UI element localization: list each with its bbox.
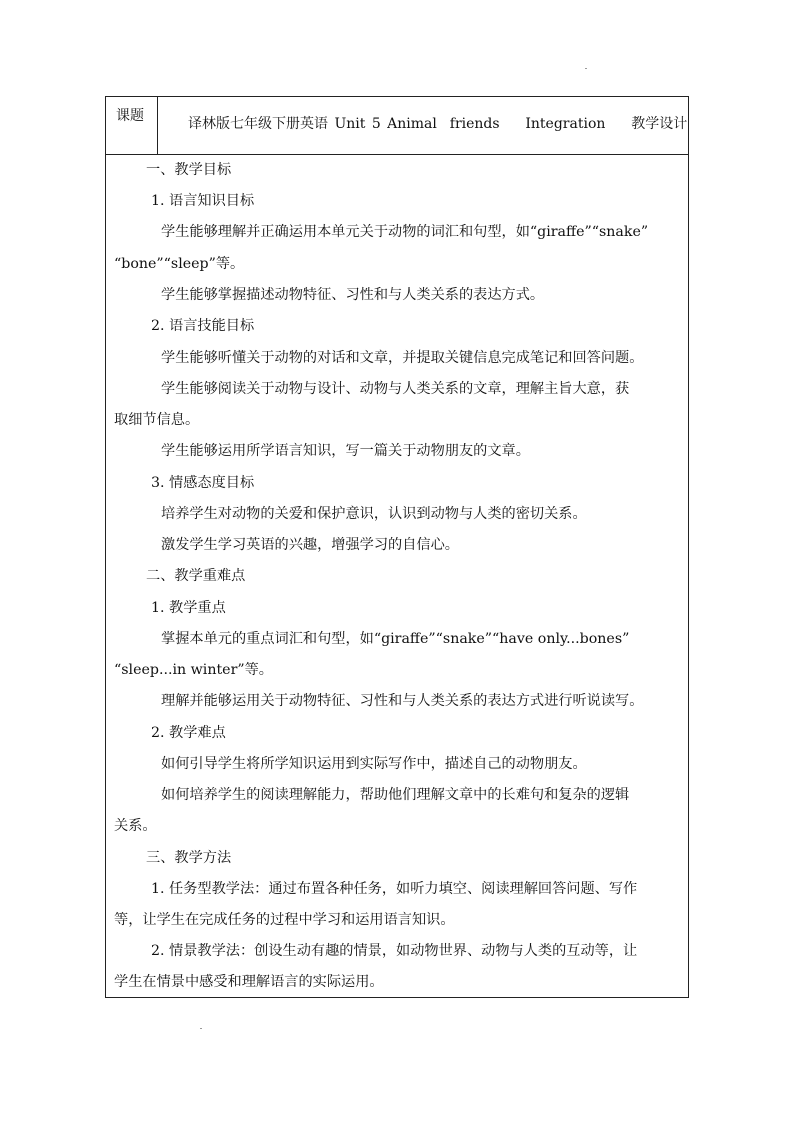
subsection-heading: 1. 语言知识目标	[151, 193, 255, 209]
paragraph-line: 取细节信息。	[114, 412, 200, 428]
subsection-heading: 2. 语言技能目标	[151, 318, 255, 334]
topic-label-cell	[106, 97, 158, 154]
corner-mark	[585, 68, 587, 69]
subsection-heading: 3. 情感态度目标	[151, 475, 255, 491]
paragraph-line: 理解并能够运用关于动物特征、习性和与人类关系的表达方式进行听说读写。	[161, 693, 644, 709]
section-heading: 二、教学重难点	[146, 568, 246, 584]
paragraph-line: 等，让学生在完成任务的过程中学习和运用语言知识。	[114, 912, 455, 928]
paragraph-line: 激发学生学习英语的兴趣，增强学习的自信心。	[161, 537, 459, 553]
subsection-heading: 1. 教学重点	[151, 600, 226, 616]
paragraph-line: 如何培养学生的阅读理解能力，帮助他们理解文章中的长难句和复杂的逻辑	[161, 787, 630, 803]
section-heading: 三、教学方法	[146, 850, 232, 866]
paragraph-line: “bone”“sleep”等。	[114, 256, 245, 272]
paragraph-line: 1. 任务型教学法：通过布置各种任务，如听力填空、阅读理解回答问题、写作	[151, 881, 638, 897]
paragraph-line: 2. 情景教学法：创设生动有趣的情景，如动物世界、动物与人类的互动等，让	[151, 943, 638, 959]
paragraph-line: 掌握本单元的重点词汇和句型，如“giraffe”“snake”“have only...bones”	[161, 631, 630, 647]
paragraph-line: “sleep...in winter”等。	[114, 662, 273, 678]
paragraph-line: 关系。	[114, 818, 157, 834]
section-heading: 一、教学目标	[146, 162, 232, 178]
paragraph-line: 培养学生对动物的关爱和保护意识，认识到动物与人类的密切关系。	[161, 506, 587, 522]
subsection-heading: 2. 教学难点	[151, 725, 226, 741]
lesson-title: 译林版七年级下册英语 Unit 5 Animal friends Integration 教学设计	[188, 116, 688, 132]
paragraph-line: 学生能够理解并正确运用本单元关于动物的词汇和句型，如“giraffe”“snake”	[161, 224, 649, 240]
footer-mark	[200, 1028, 202, 1029]
paragraph-line: 学生能够阅读关于动物与设计、动物与人类关系的文章，理解主旨大意，获	[161, 381, 630, 397]
header-row	[106, 97, 688, 155]
paragraph-line: 学生能够掌握描述动物特征、习性和与人类关系的表达方式。	[161, 287, 545, 303]
paragraph-line: 学生能够运用所学语言知识，写一篇关于动物朋友的文章。	[161, 443, 530, 459]
lesson-plan-table	[105, 96, 689, 998]
content-cell	[106, 155, 688, 997]
paragraph-line: 如何引导学生将所学知识运用到实际写作中，描述自己的动物朋友。	[161, 756, 587, 772]
paragraph-line: 学生能够听懂关于动物的对话和文章，并提取关键信息完成笔记和回答问题。	[161, 350, 644, 366]
topic-label: 课题	[116, 108, 144, 124]
paragraph-line: 学生在情景中感受和理解语言的实际运用。	[114, 974, 384, 990]
